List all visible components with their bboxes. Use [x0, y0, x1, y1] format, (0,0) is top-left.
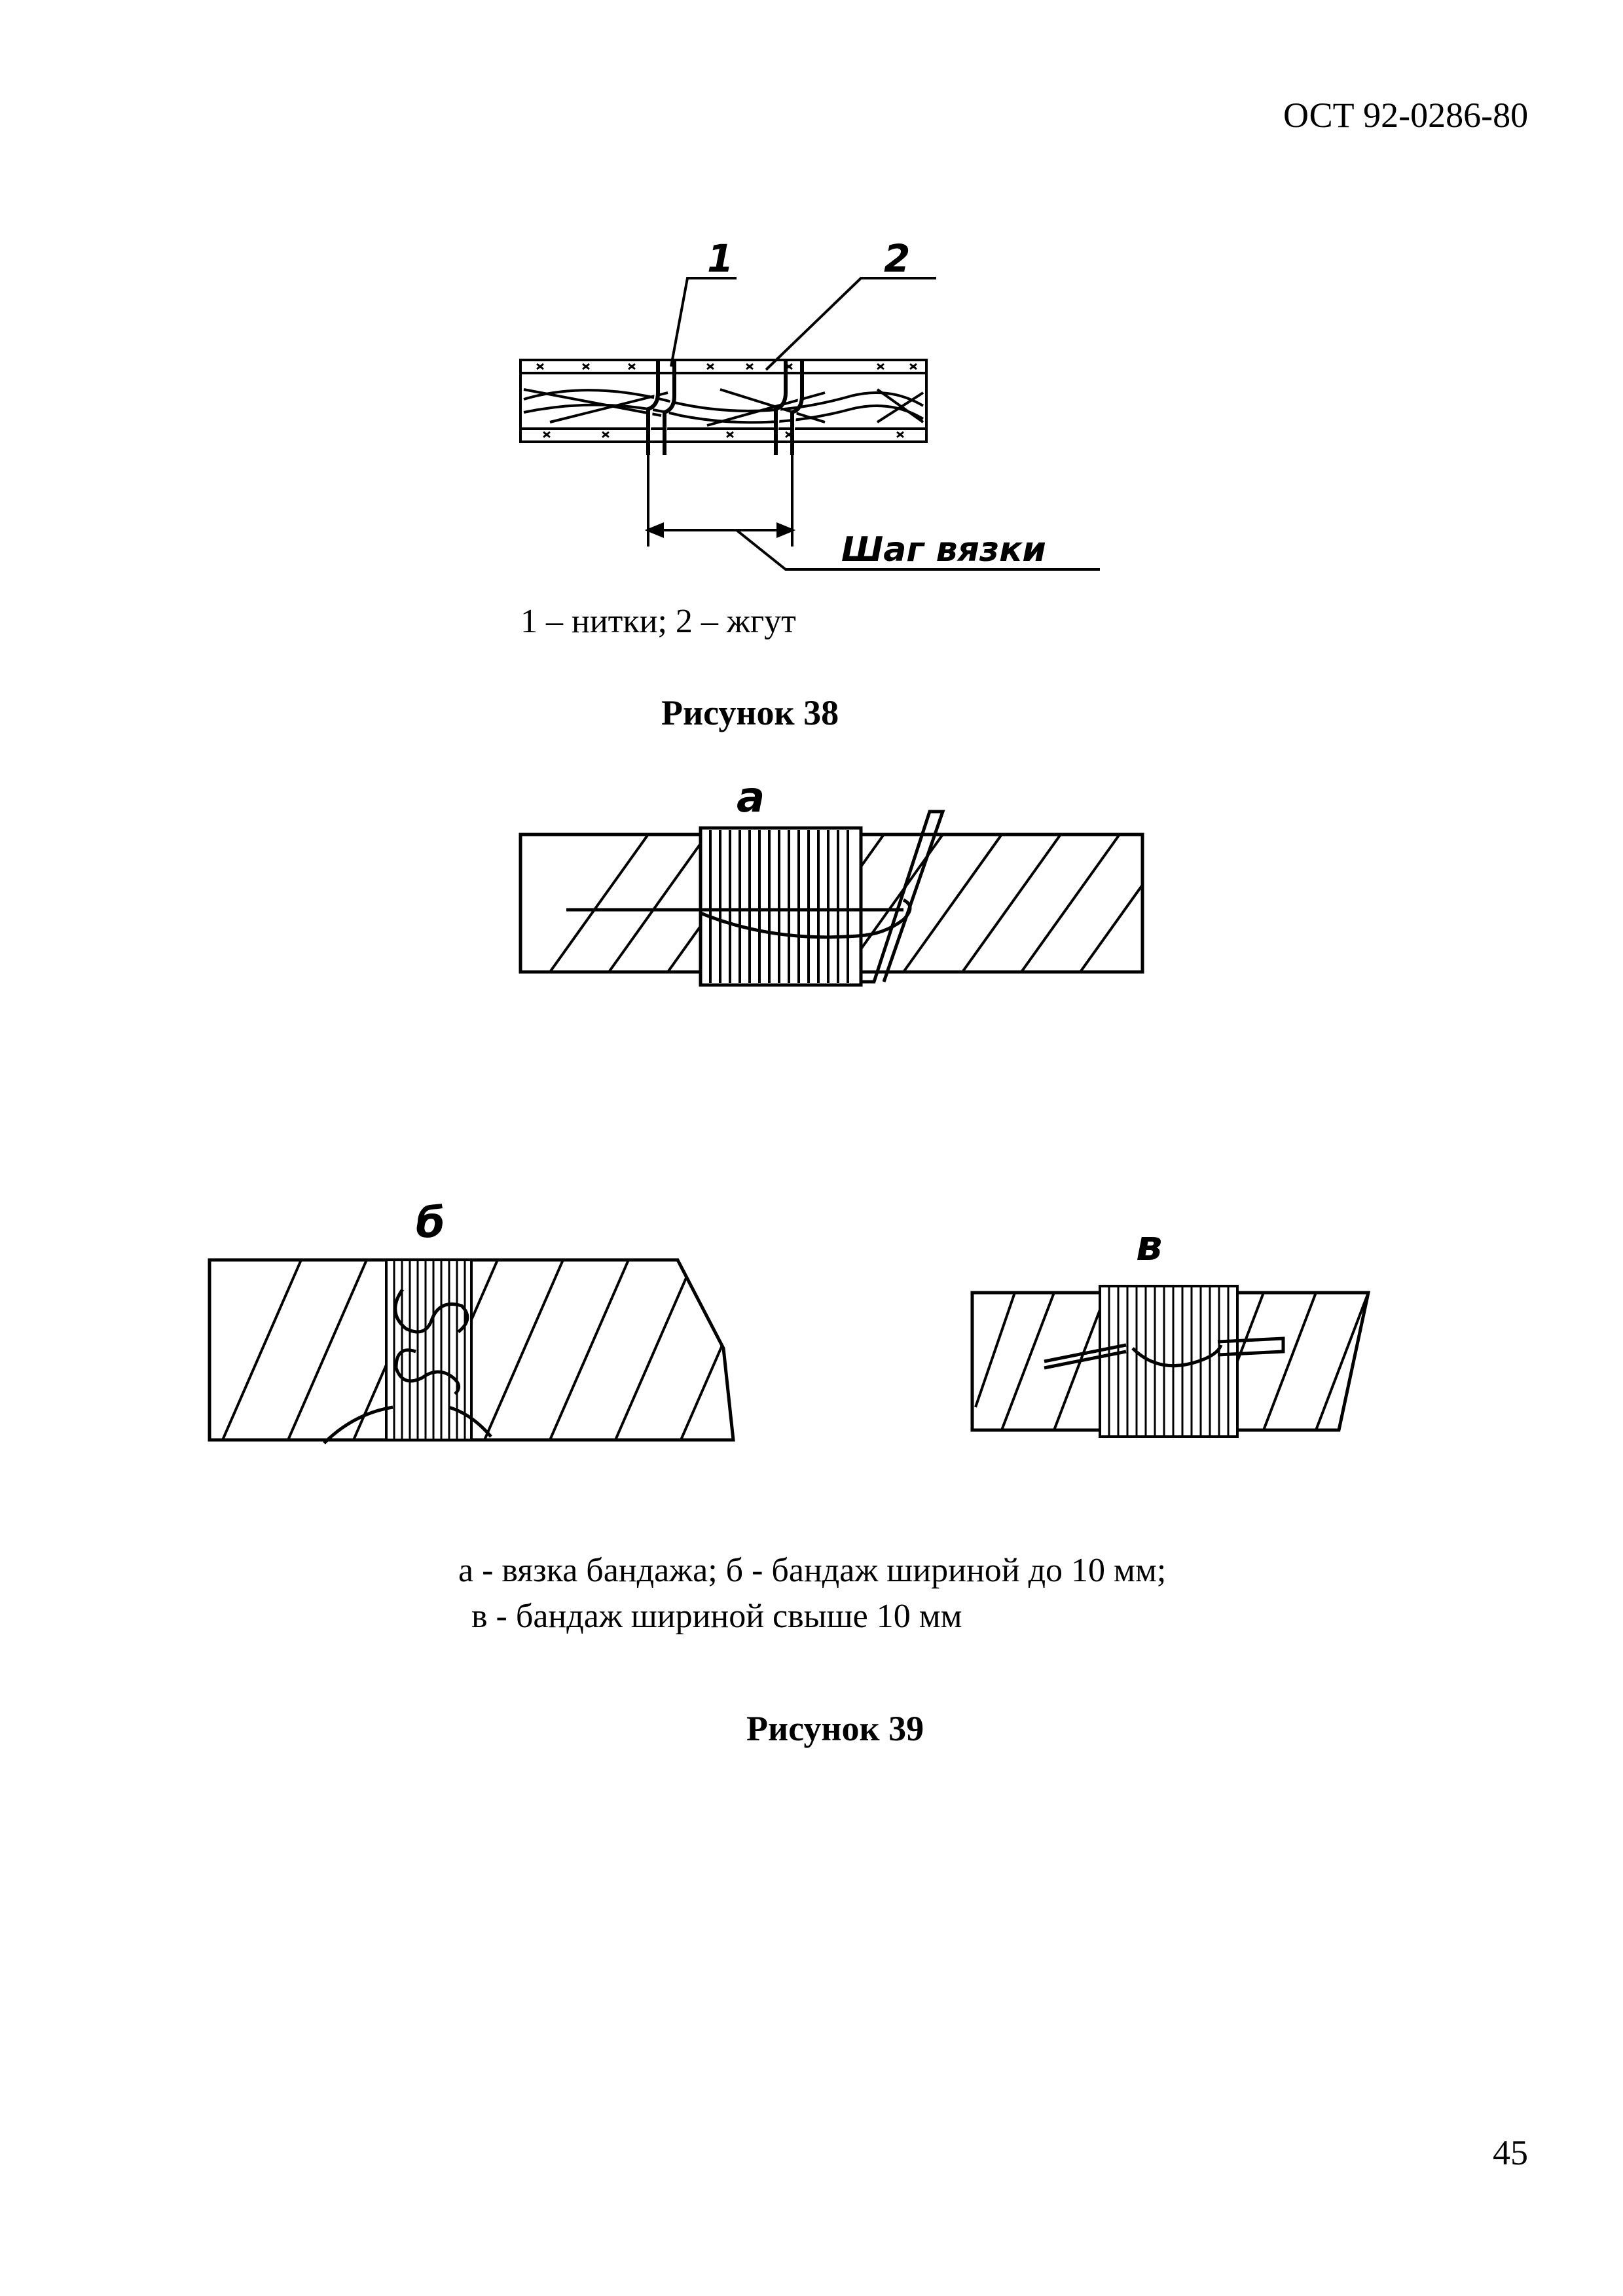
figure-39a-winding — [701, 828, 861, 985]
figure-39a-drawing — [511, 772, 1152, 1021]
figure-38-caption: 1 – нитки; 2 – жгут — [520, 603, 796, 640]
figure-39-title: Рисунок 39 — [746, 1709, 924, 1748]
figure-39a-label: а — [737, 774, 765, 822]
figure-38-leaders — [671, 278, 936, 370]
figure-38-title: Рисунок 38 — [661, 693, 839, 732]
figure-39-caption-line-2: в - бандаж шириной свыше 10 мм — [471, 1598, 962, 1635]
page-number: 45 — [1493, 2133, 1528, 2172]
figure-39b-winding — [386, 1260, 471, 1440]
figure-38-label-1: 1 — [707, 236, 734, 281]
figure-39-caption-line-1: а - вязка бандажа; б - бандаж шириной до 10 мм; — [458, 1552, 1167, 1589]
figure-39b-rod — [210, 1260, 759, 1440]
figure-38-label-2: 2 — [884, 236, 911, 281]
figure-39b-label: б — [416, 1199, 445, 1247]
figure-38-hatch-marks — [537, 364, 917, 437]
figure-39v-label: в — [1136, 1222, 1163, 1270]
figure-39b-drawing — [196, 1198, 786, 1499]
figure-38-bundle — [520, 360, 926, 442]
figure-39v-winding — [1100, 1286, 1237, 1437]
figure-38-drawing — [511, 236, 1126, 602]
document-code: ОСТ 92-0286-80 — [1283, 96, 1529, 135]
figure-39v-drawing — [962, 1211, 1408, 1473]
figure-38-dimension-label: Шаг вязки — [841, 530, 1046, 569]
